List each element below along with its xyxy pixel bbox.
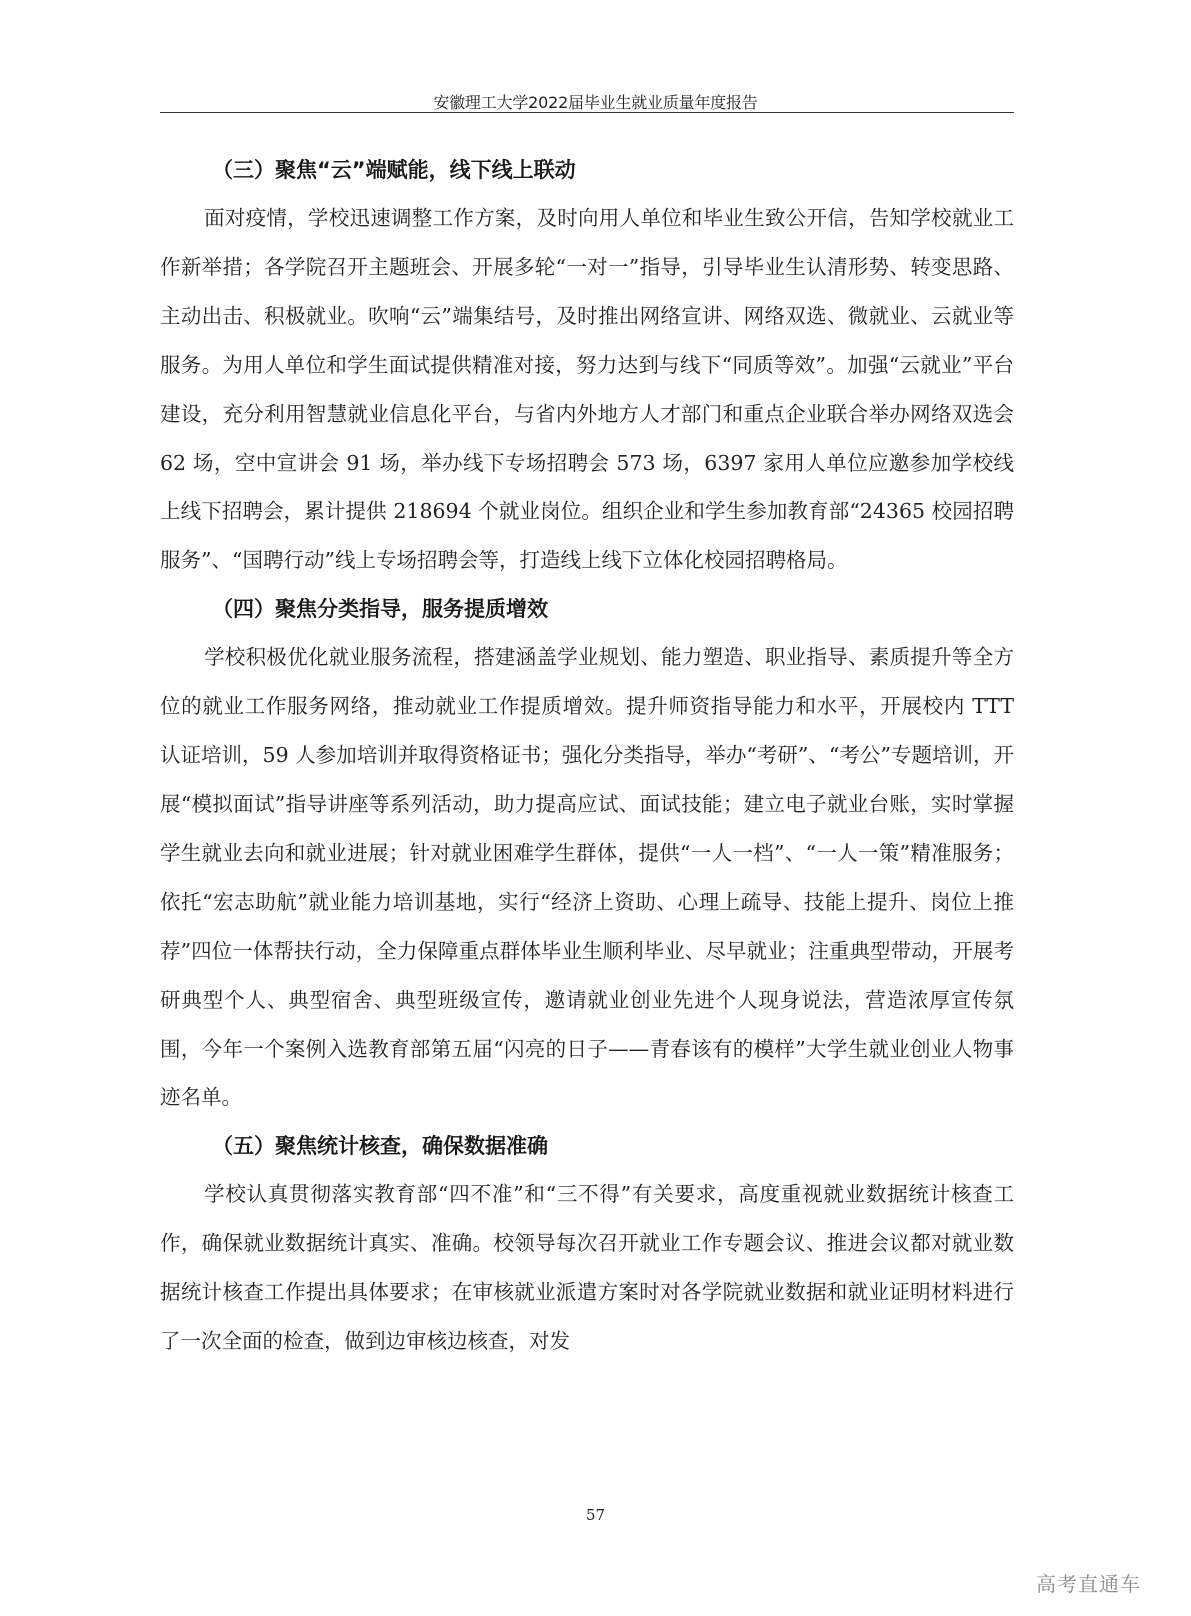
watermark-text: 高考直通车 [1036,1572,1141,1596]
section-heading: （三）聚焦“云”端赋能，线下线上联动 [212,158,576,182]
section-paragraph: 学校认真贯彻落实教育部“四不准”和“三不得”有关要求，高度重视就业数据统计核查工作，确保就业数据统计真实、准确。校领导每次召开就业工作专题会议、推进会议都对就业数据统计核查工作提出具体要求；在审核就业派遣方案时对各学院就业数据和就业证明材料进行了一次全面的检查，做到边审核边核查，对发 [160,1182,1014,1354]
running-header-title: 安徽理工大学2022届毕业生就业质量年度报告 [433,93,758,112]
section-paragraph: 学校积极优化就业服务流程，搭建涵盖学业规划、能力塑造、职业指导、素质提升等全方位的就业工作服务网络，推动就业工作提质增效。提升师资指导能力和水平，开展校内 TTT 认证培训，59 人参加培训并取得资格证书；强化分类指导，举办“考研”、“考公”专题培训，开展“模拟面试”指导讲座等系列活动，助力提高应试、面试技能；建立电子就业台账，实时掌握学生就业去向和就业进展；针对就业困难学生群体，提供“一人一档”、“一人一策”精准服务；依托“宏志助航”就业能力培训基地，实行“经济上资助、心理上疏导、技能上提升、岗位上推荐”四位一体帮扶行动，全力保障重点群体毕业生顺利毕业、尽早就业；注重典型带动，开展考研典型个人、典型宿舍、典型班级宣传，邀请就业创业先进个人现身说法，营造浓厚宣传氛围，今年一个案例入选教育部第五届“闪亮的日子——青春该有的模样”大学生就业创业人物事迹名单。 [160,645,1014,1110]
header-divider [160,112,1014,113]
section-classified-guidance [160,585,1014,1122]
document-body [160,146,1014,1366]
section-paragraph: 面对疫情，学校迅速调整工作方案，及时向用人单位和毕业生致公开信，告知学校就业工作新举措；各学院召开主题班会、开展多轮“一对一”指导，引导毕业生认清形势、转变思路、主动出击、积极就业。吹响“云”端集结号，及时推出网络宣讲、网络双选、微就业、云就业等服务。为用人单位和学生面试提供精准对接，努力达到与线下“同质等效”。加强“云就业”平台建设，充分利用智慧就业信息化平台，与省内外地方人才部门和重点企业联合举办网络双选会 62 场，空中宣讲会 91 场，举办线下专场招聘会 573 场，6397 家用人单位应邀参加学校线上线下招聘会，累计提供 218694 个就业岗位。组织企业和学生参加教育部“24365 校园招聘服务”、“国聘行动”线上专场招聘会等，打造线上线下立体化校园招聘格局。 [160,206,1014,573]
section-heading: （四）聚焦分类指导，服务提质增效 [212,597,548,622]
page-number: 57 [585,1506,606,1524]
section-statistics-verification [160,1122,1014,1366]
section-heading: （五）聚焦统计核查，确保数据准确 [212,1134,548,1159]
section-cloud-empowerment [160,146,1014,585]
